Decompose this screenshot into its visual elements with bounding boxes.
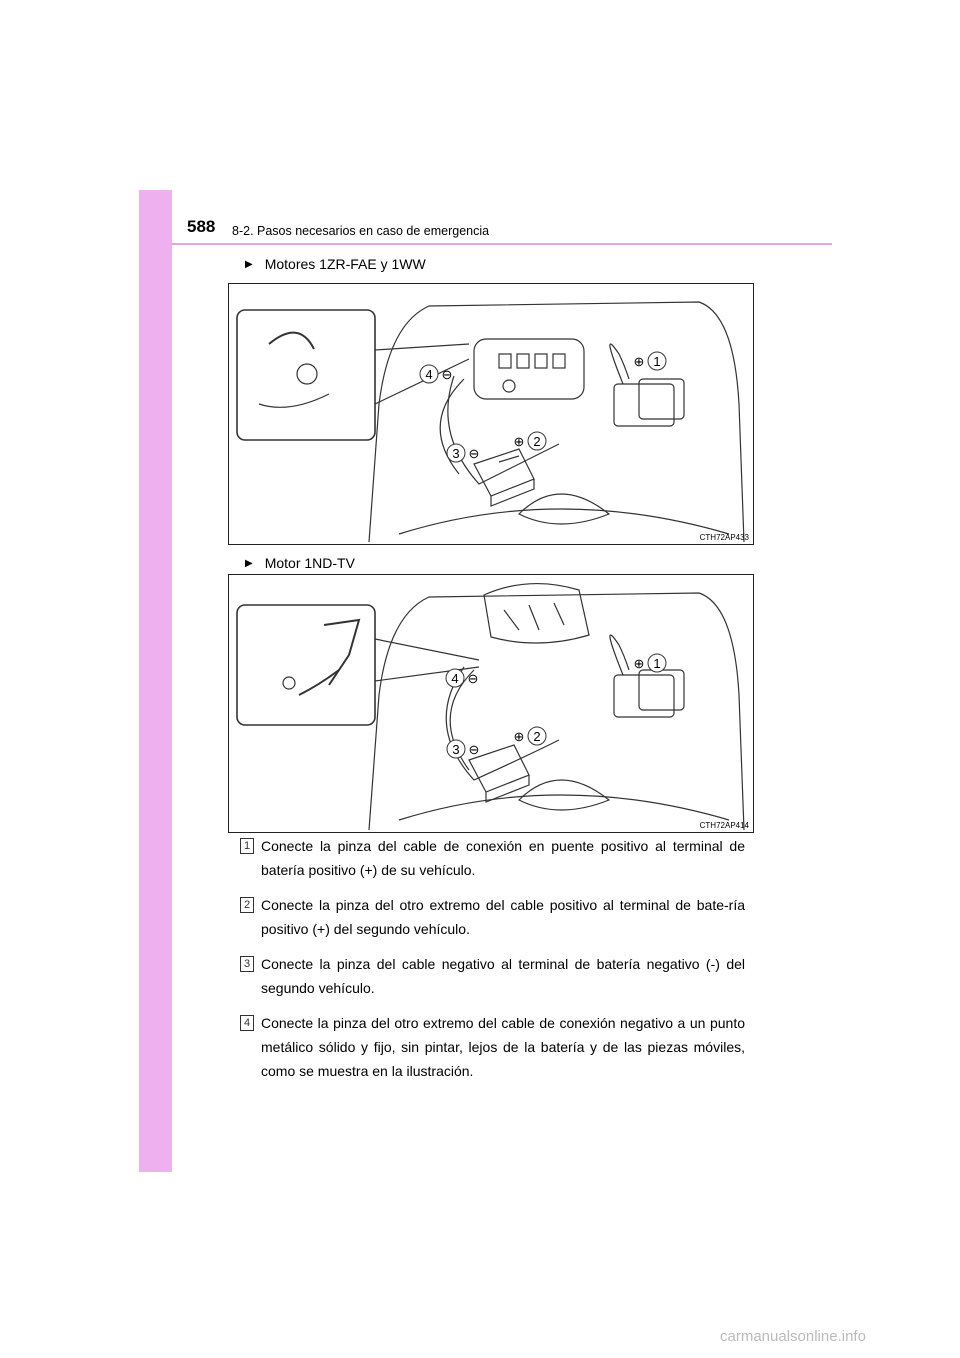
step-item [240, 952, 745, 1000]
callout-1: 1 [653, 656, 661, 671]
plus-icon: ⊕ [633, 656, 645, 671]
figure-heading-1 [245, 256, 426, 272]
step-item [240, 1011, 745, 1083]
callout-3: 3 [452, 742, 460, 757]
step-number: 4 [240, 1015, 254, 1031]
image-code: CTH72AP433 [699, 533, 749, 542]
steps-list [240, 834, 745, 1094]
plus-icon: ⊕ [633, 354, 645, 369]
minus-icon: ⊖ [467, 671, 479, 686]
figure-heading-text: Motor 1ND-TV [264, 555, 355, 571]
plus-icon: ⊕ [513, 434, 525, 449]
callout-1: 1 [653, 354, 661, 369]
callout-4: 4 [451, 671, 459, 686]
header-divider [172, 243, 832, 245]
callout-4: 4 [425, 367, 433, 382]
engine-diagram-2 [228, 574, 754, 833]
minus-icon: ⊖ [468, 742, 480, 757]
step-text: Conecte la pinza del cable de conexión en puente positivo al terminal de batería positivo (+) de su vehículo. [261, 838, 745, 878]
step-text: Conecte la pinza del otro extremo del cable de conexión negativo a un punto metálico sólido y fijo, sin pintar, lejos de la batería y de las piezas móviles, como se muestra en la ilustración. [261, 1015, 745, 1079]
step-item [240, 834, 745, 882]
step-item [240, 893, 745, 941]
section-title: 8-2. Pasos necesarios en caso de emergencia [232, 224, 490, 238]
jump-start-illustration [229, 575, 753, 832]
callout-3: 3 [452, 446, 460, 461]
page-number: 588 [187, 217, 216, 236]
triangle-bullet-icon: ▶ [245, 258, 253, 270]
jump-start-illustration [229, 284, 753, 544]
figure-heading-text: Motores 1ZR-FAE y 1WW [264, 256, 426, 272]
step-number: 2 [240, 897, 254, 913]
plus-icon: ⊕ [513, 729, 525, 744]
chapter-side-tab [139, 190, 172, 1172]
minus-icon: ⊖ [468, 446, 480, 461]
callout-2: 2 [533, 729, 541, 744]
callout-2: 2 [533, 434, 541, 449]
step-text: Conecte la pinza del otro extremo del cable positivo al terminal de bate-ría positivo (+) del segundo vehículo. [261, 897, 745, 937]
figure-heading-2 [245, 555, 355, 571]
watermark: carmanualsonline.info [720, 1328, 866, 1345]
triangle-bullet-icon: ▶ [245, 557, 253, 569]
step-number: 1 [240, 838, 254, 854]
image-code: CTH72AP414 [699, 821, 749, 830]
step-text: Conecte la pinza del cable negativo al terminal de batería negativo (-) del segundo vehículo. [261, 956, 745, 996]
minus-icon: ⊖ [441, 367, 453, 382]
step-number: 3 [240, 956, 254, 972]
engine-diagram-1 [228, 283, 754, 545]
